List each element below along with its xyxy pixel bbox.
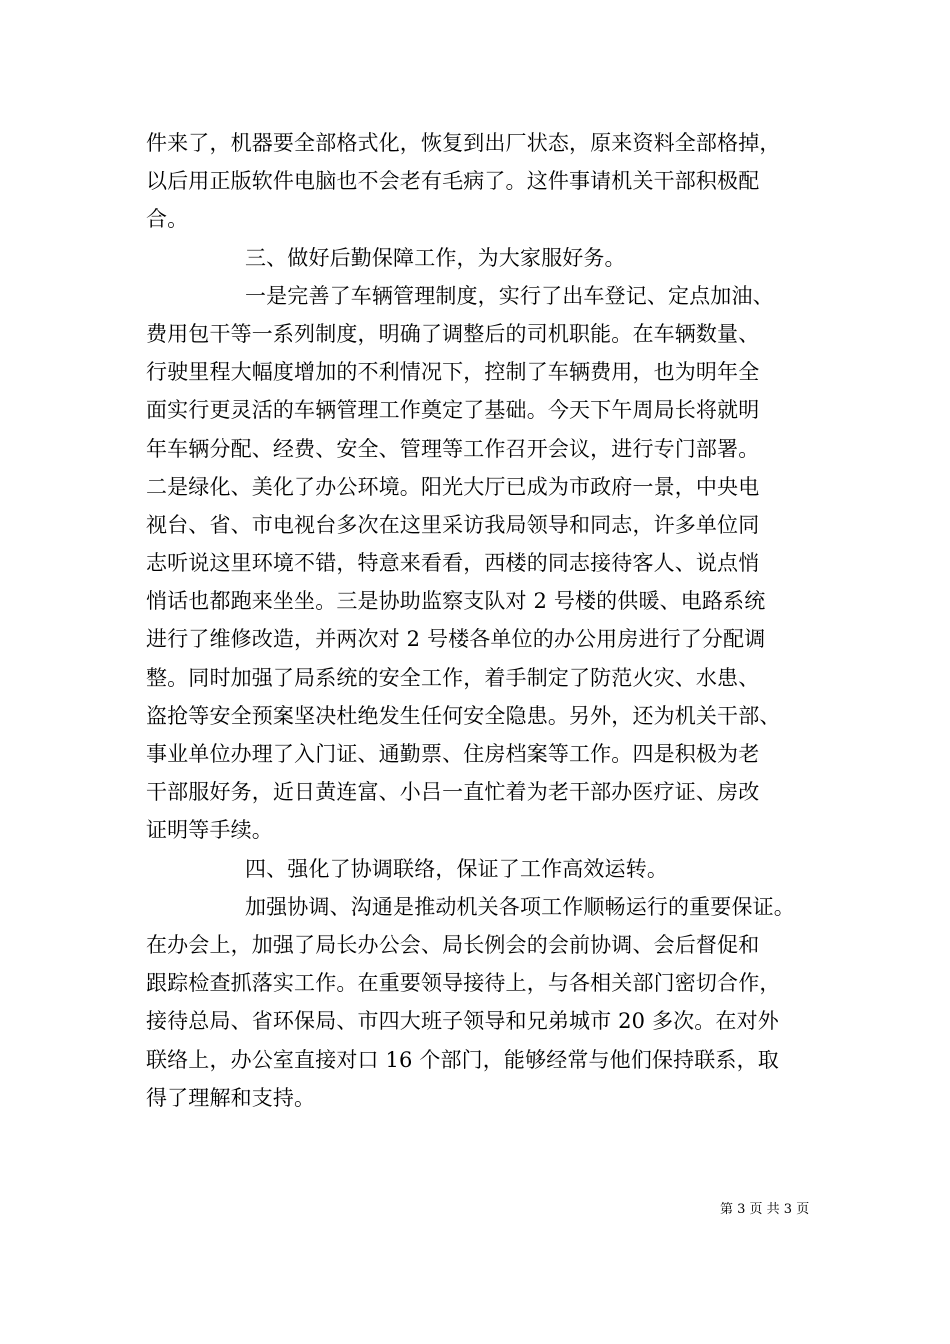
page-number: 第 3 页 共 3 页 <box>720 1202 810 1217</box>
paragraph-start-line: 一是完善了车辆管理制度，实行了出车登记、定点加油、 <box>245 283 774 308</box>
body-text <box>146 124 806 1117</box>
text-line: 得了理解和支持。 <box>146 1085 316 1110</box>
text-line: 接待总局、省环保局、市四大班子领导和兄弟城市 20 多次。在对外 <box>146 1009 779 1034</box>
paragraph-start-line: 四、强化了协调联络，保证了工作高效运转。 <box>245 856 668 881</box>
text-line: 件来了，机器要全部格式化，恢复到出厂状态，原来资料全部格掉， <box>146 131 781 155</box>
text-line: 进行了维修改造，并两次对 2 号楼各单位的办公用房进行了分配调 <box>146 627 766 652</box>
text-line: 证明等手续。 <box>146 818 273 843</box>
text-line: 费用包干等一系列制度，明确了调整后的司机职能。在车辆数量、 <box>146 321 760 346</box>
text-line: 行驶里程大幅度增加的不利情况下，控制了车辆费用，也为明年全 <box>146 360 760 385</box>
text-line: 志听说这里环境不错，特意来看看，西楼的同志接待客人、说点悄 <box>146 551 760 576</box>
text-line: 年车辆分配、经费、安全、管理等工作召开会议，进行专门部署。 <box>146 436 760 461</box>
text-line: 视台、省、市电视台多次在这里采访我局领导和同志，许多单位同 <box>146 512 760 537</box>
text-line: 以后用正版软件电脑也不会老有毛病了。这件事请机关干部积极配 <box>146 169 760 194</box>
paragraph-start-line: 三、做好后勤保障工作，为大家服好务。 <box>245 245 626 270</box>
text-line: 二是绿化、美化了办公环境。阳光大厅已成为市政府一景，中央电 <box>146 474 760 499</box>
text-line: 联络上，办公室直接对口 16 个部门，能够经常与他们保持联系，取 <box>146 1047 779 1072</box>
text-line: 悄话也都跑来坐坐。三是协助监察支队对 2 号楼的供暖、电路系统 <box>146 589 766 614</box>
text-line: 事业单位办理了入门证、通勤票、住房档案等工作。四是积极为老 <box>146 742 760 766</box>
text-line: 合。 <box>146 207 189 232</box>
text-line: 整。同时加强了局系统的安全工作，着手制定了防范火灾、水患、 <box>146 665 760 690</box>
text-line: 盗抢等安全预案坚决杜绝发生任何安全隐患。另外，还为机关干部、 <box>146 703 781 728</box>
text-line: 跟踪检查抓落实工作。在重要领导接待上，与各相关部门密切合作， <box>146 971 781 996</box>
text-line: 面实行更灵活的车辆管理工作奠定了基础。今天下午周局长将就明 <box>146 398 760 423</box>
text-line: 干部服好务，近日黄连富、小吕一直忙着为老干部办医疗证、房改 <box>146 780 760 805</box>
paragraph-start-line: 加强协调、沟通是推动机关各项工作顺畅运行的重要保证。 <box>245 894 795 919</box>
text-line: 在办会上，加强了局长办公会、局长例会的会前协调、会后督促和 <box>146 932 760 957</box>
